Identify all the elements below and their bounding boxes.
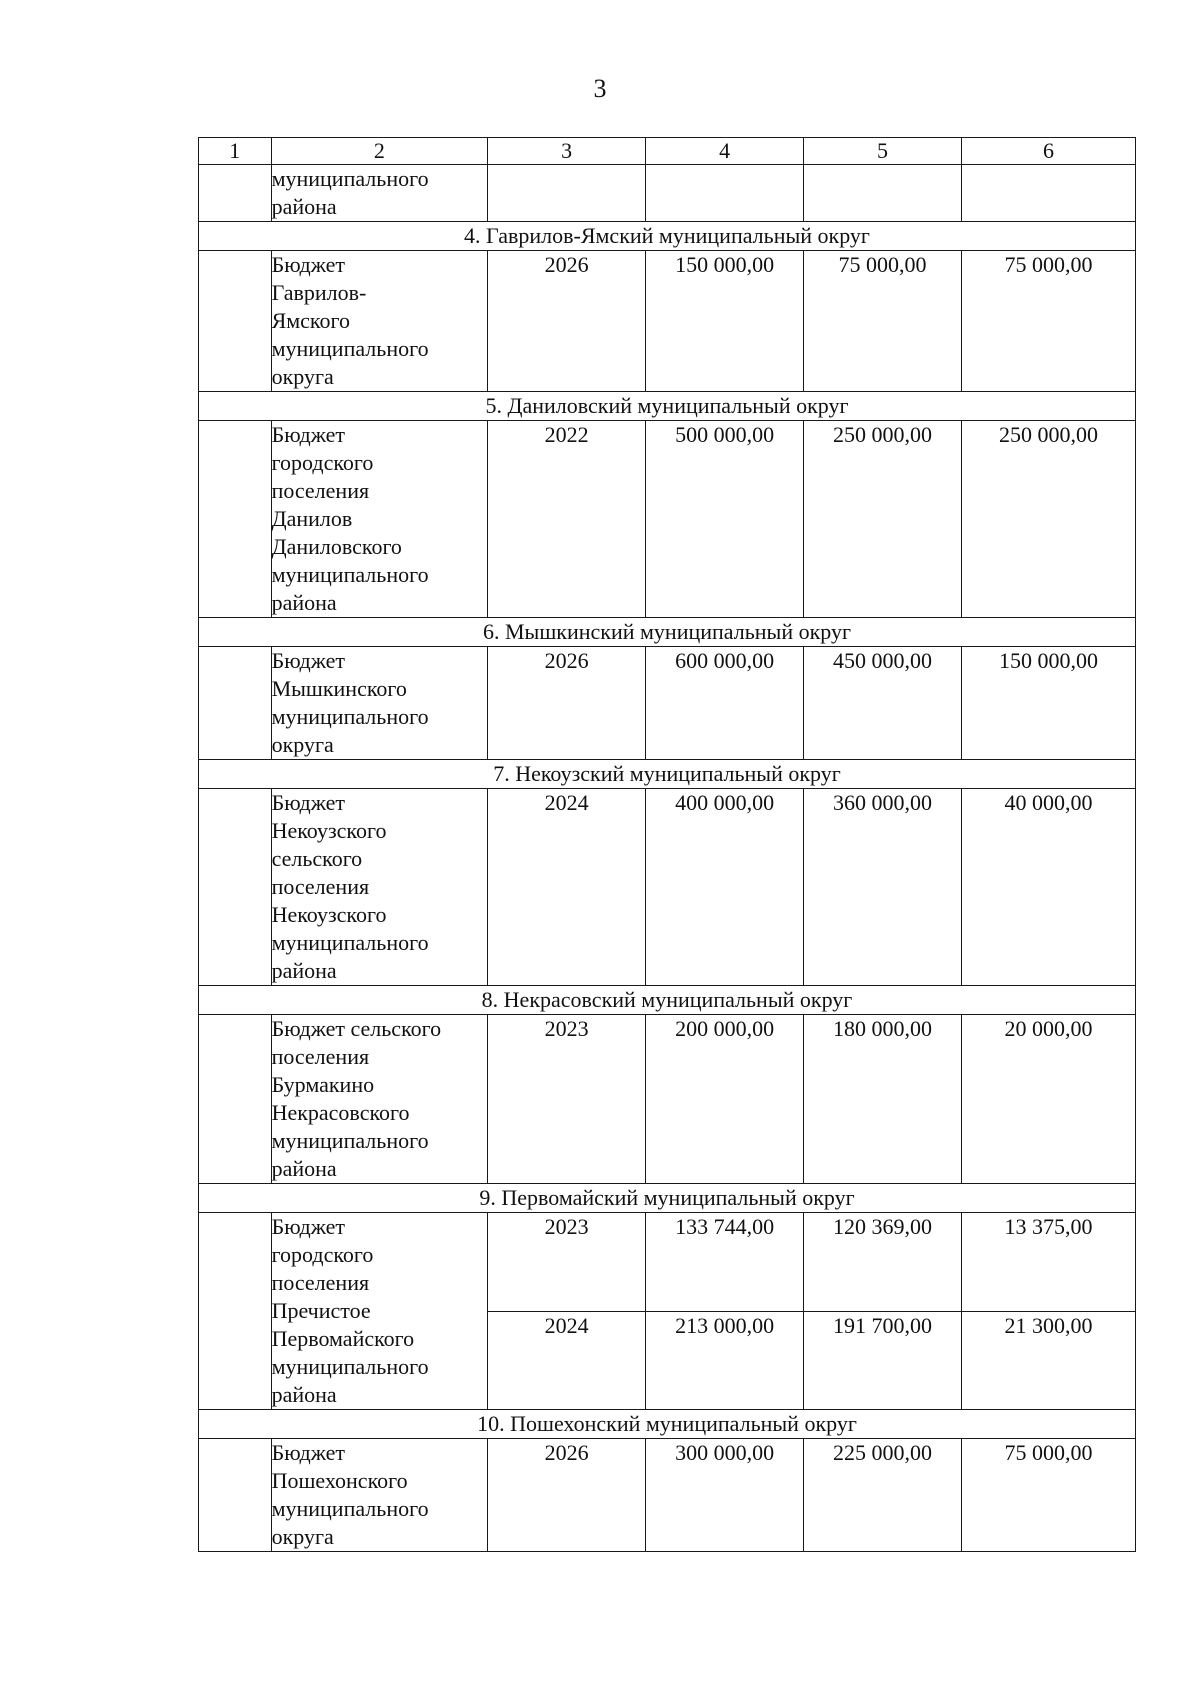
col5-cell (804, 165, 962, 222)
section-title: 10. Пошехонский муниципальный округ (199, 1410, 1136, 1439)
data-row (199, 1015, 1136, 1184)
name-line: Ямского (271, 308, 350, 333)
col6-amount-cell: 150 000,00 (962, 647, 1136, 760)
name-line: муниципального (271, 704, 429, 729)
data-row (199, 421, 1136, 618)
budget-name-cell (271, 1439, 488, 1552)
name-line: Гаврилов- (271, 280, 367, 305)
data-row (199, 1439, 1136, 1552)
name-line: района (271, 194, 337, 219)
name-line: Бюджет (271, 648, 345, 673)
name-line: Бурмакино (271, 1072, 375, 1097)
col5-amount-cell: 450 000,00 (804, 647, 962, 760)
budget-table (198, 137, 1136, 1552)
row-number-cell (199, 165, 272, 222)
row-number-cell (199, 421, 272, 618)
data-row (199, 1213, 1136, 1312)
total-amount-cell: 133 744,00 (646, 1213, 804, 1312)
year-cell: 2024 (488, 789, 646, 986)
col6-cell (962, 165, 1136, 222)
col5-amount-cell: 250 000,00 (804, 421, 962, 618)
budget-name-cell (271, 251, 488, 392)
col5-amount-cell: 120 369,00 (804, 1213, 962, 1312)
section-row (199, 760, 1136, 789)
name-line: Некоузского (271, 818, 387, 843)
header-col-4: 4 (646, 138, 804, 165)
name-line: Некрасовского (271, 1100, 410, 1125)
name-line: района (271, 958, 337, 983)
year-cell: 2022 (488, 421, 646, 618)
section-title: 9. Первомайский муниципальный округ (199, 1184, 1136, 1213)
row-number-cell (199, 1439, 272, 1552)
name-line: Бюджет (271, 790, 345, 815)
section-row (199, 1184, 1136, 1213)
budget-name-cell (271, 165, 488, 222)
header-col-3: 3 (488, 138, 646, 165)
year-cell: 2026 (488, 647, 646, 760)
budget-name-cell (271, 421, 488, 618)
total-amount-cell: 600 000,00 (646, 647, 804, 760)
col6-amount-cell: 40 000,00 (962, 789, 1136, 986)
col6-amount-cell: 75 000,00 (962, 1439, 1136, 1552)
col5-amount-cell: 180 000,00 (804, 1015, 962, 1184)
name-line: поселения (271, 1044, 370, 1069)
data-row (199, 251, 1136, 392)
name-line: сельского (271, 846, 363, 871)
section-title: 5. Даниловский муниципальный округ (199, 392, 1136, 421)
col6-amount-cell: 13 375,00 (962, 1213, 1136, 1312)
name-line: муниципального (271, 1354, 429, 1379)
total-cell (646, 165, 804, 222)
name-line: Бюджет (271, 252, 345, 277)
name-line: Данилов (271, 506, 353, 531)
name-line: Бюджет (271, 1440, 345, 1465)
budget-name-cell (271, 1015, 488, 1184)
row-number-cell (199, 1015, 272, 1184)
section-row (199, 222, 1136, 251)
col5-amount-cell: 75 000,00 (804, 251, 962, 392)
name-line: округа (271, 364, 334, 389)
name-line: городского (271, 450, 374, 475)
name-line: Бюджет сельского (271, 1016, 442, 1041)
name-line: поселения (271, 874, 370, 899)
name-line: Бюджет (271, 1214, 345, 1239)
total-amount-cell: 150 000,00 (646, 251, 804, 392)
row-number-cell (199, 1213, 272, 1410)
header-col-6: 6 (962, 138, 1136, 165)
section-title: 8. Некрасовский муниципальный округ (199, 986, 1136, 1015)
total-amount-cell: 500 000,00 (646, 421, 804, 618)
name-line: муниципального (271, 930, 429, 955)
name-line: муниципального (271, 1128, 429, 1153)
col5-amount-cell: 360 000,00 (804, 789, 962, 986)
data-row (199, 789, 1136, 986)
col6-amount-cell: 250 000,00 (962, 421, 1136, 618)
budget-name-cell (271, 647, 488, 760)
name-line: Первомайского (271, 1326, 415, 1351)
name-line: муниципального (271, 562, 429, 587)
col6-amount-cell: 21 300,00 (962, 1311, 1136, 1410)
budget-name-cell (271, 789, 488, 986)
name-line: Бюджет (271, 422, 345, 447)
section-title: 4. Гаврилов-Ямский муниципальный округ (199, 222, 1136, 251)
col6-amount-cell: 75 000,00 (962, 251, 1136, 392)
year-cell: 2023 (488, 1015, 646, 1184)
name-line: Даниловского (271, 534, 402, 559)
budget-name-cell (271, 1213, 488, 1410)
col5-amount-cell: 225 000,00 (804, 1439, 962, 1552)
header-col-1: 1 (199, 138, 272, 165)
name-line: района (271, 1382, 337, 1407)
name-line: муниципального (271, 166, 429, 191)
section-row (199, 986, 1136, 1015)
header-row (199, 138, 1136, 165)
total-amount-cell: 300 000,00 (646, 1439, 804, 1552)
header-col-5: 5 (804, 138, 962, 165)
data-row (199, 647, 1136, 760)
section-title: 6. Мышкинский муниципальный округ (199, 618, 1136, 647)
name-line: Пречистое (271, 1298, 371, 1323)
year-cell: 2023 (488, 1213, 646, 1312)
name-line: городского (271, 1242, 374, 1267)
page-number: 3 (593, 74, 607, 103)
total-amount-cell: 400 000,00 (646, 789, 804, 986)
name-line: района (271, 1156, 337, 1181)
year-cell: 2024 (488, 1311, 646, 1410)
name-line: округа (271, 1524, 334, 1549)
name-line: округа (271, 732, 334, 757)
section-row (199, 618, 1136, 647)
row-number-cell (199, 789, 272, 986)
continuation-row (199, 165, 1136, 222)
name-line: муниципального (271, 1496, 429, 1521)
name-line: поселения (271, 478, 370, 503)
year-cell: 2026 (488, 1439, 646, 1552)
name-line: муниципального (271, 336, 429, 361)
name-line: района (271, 590, 337, 615)
name-line: поселения (271, 1270, 370, 1295)
col6-amount-cell: 20 000,00 (962, 1015, 1136, 1184)
total-amount-cell: 200 000,00 (646, 1015, 804, 1184)
name-line: Некоузского (271, 902, 387, 927)
year-cell: 2026 (488, 251, 646, 392)
section-row (199, 1410, 1136, 1439)
name-line: Пошехонского (271, 1468, 408, 1493)
row-number-cell (199, 647, 272, 760)
year-cell (488, 165, 646, 222)
row-number-cell (199, 251, 272, 392)
name-line: Мышкинского (271, 676, 407, 701)
total-amount-cell: 213 000,00 (646, 1311, 804, 1410)
section-title: 7. Некоузский муниципальный округ (199, 760, 1136, 789)
section-row (199, 392, 1136, 421)
header-col-2: 2 (271, 138, 488, 165)
col5-amount-cell: 191 700,00 (804, 1311, 962, 1410)
